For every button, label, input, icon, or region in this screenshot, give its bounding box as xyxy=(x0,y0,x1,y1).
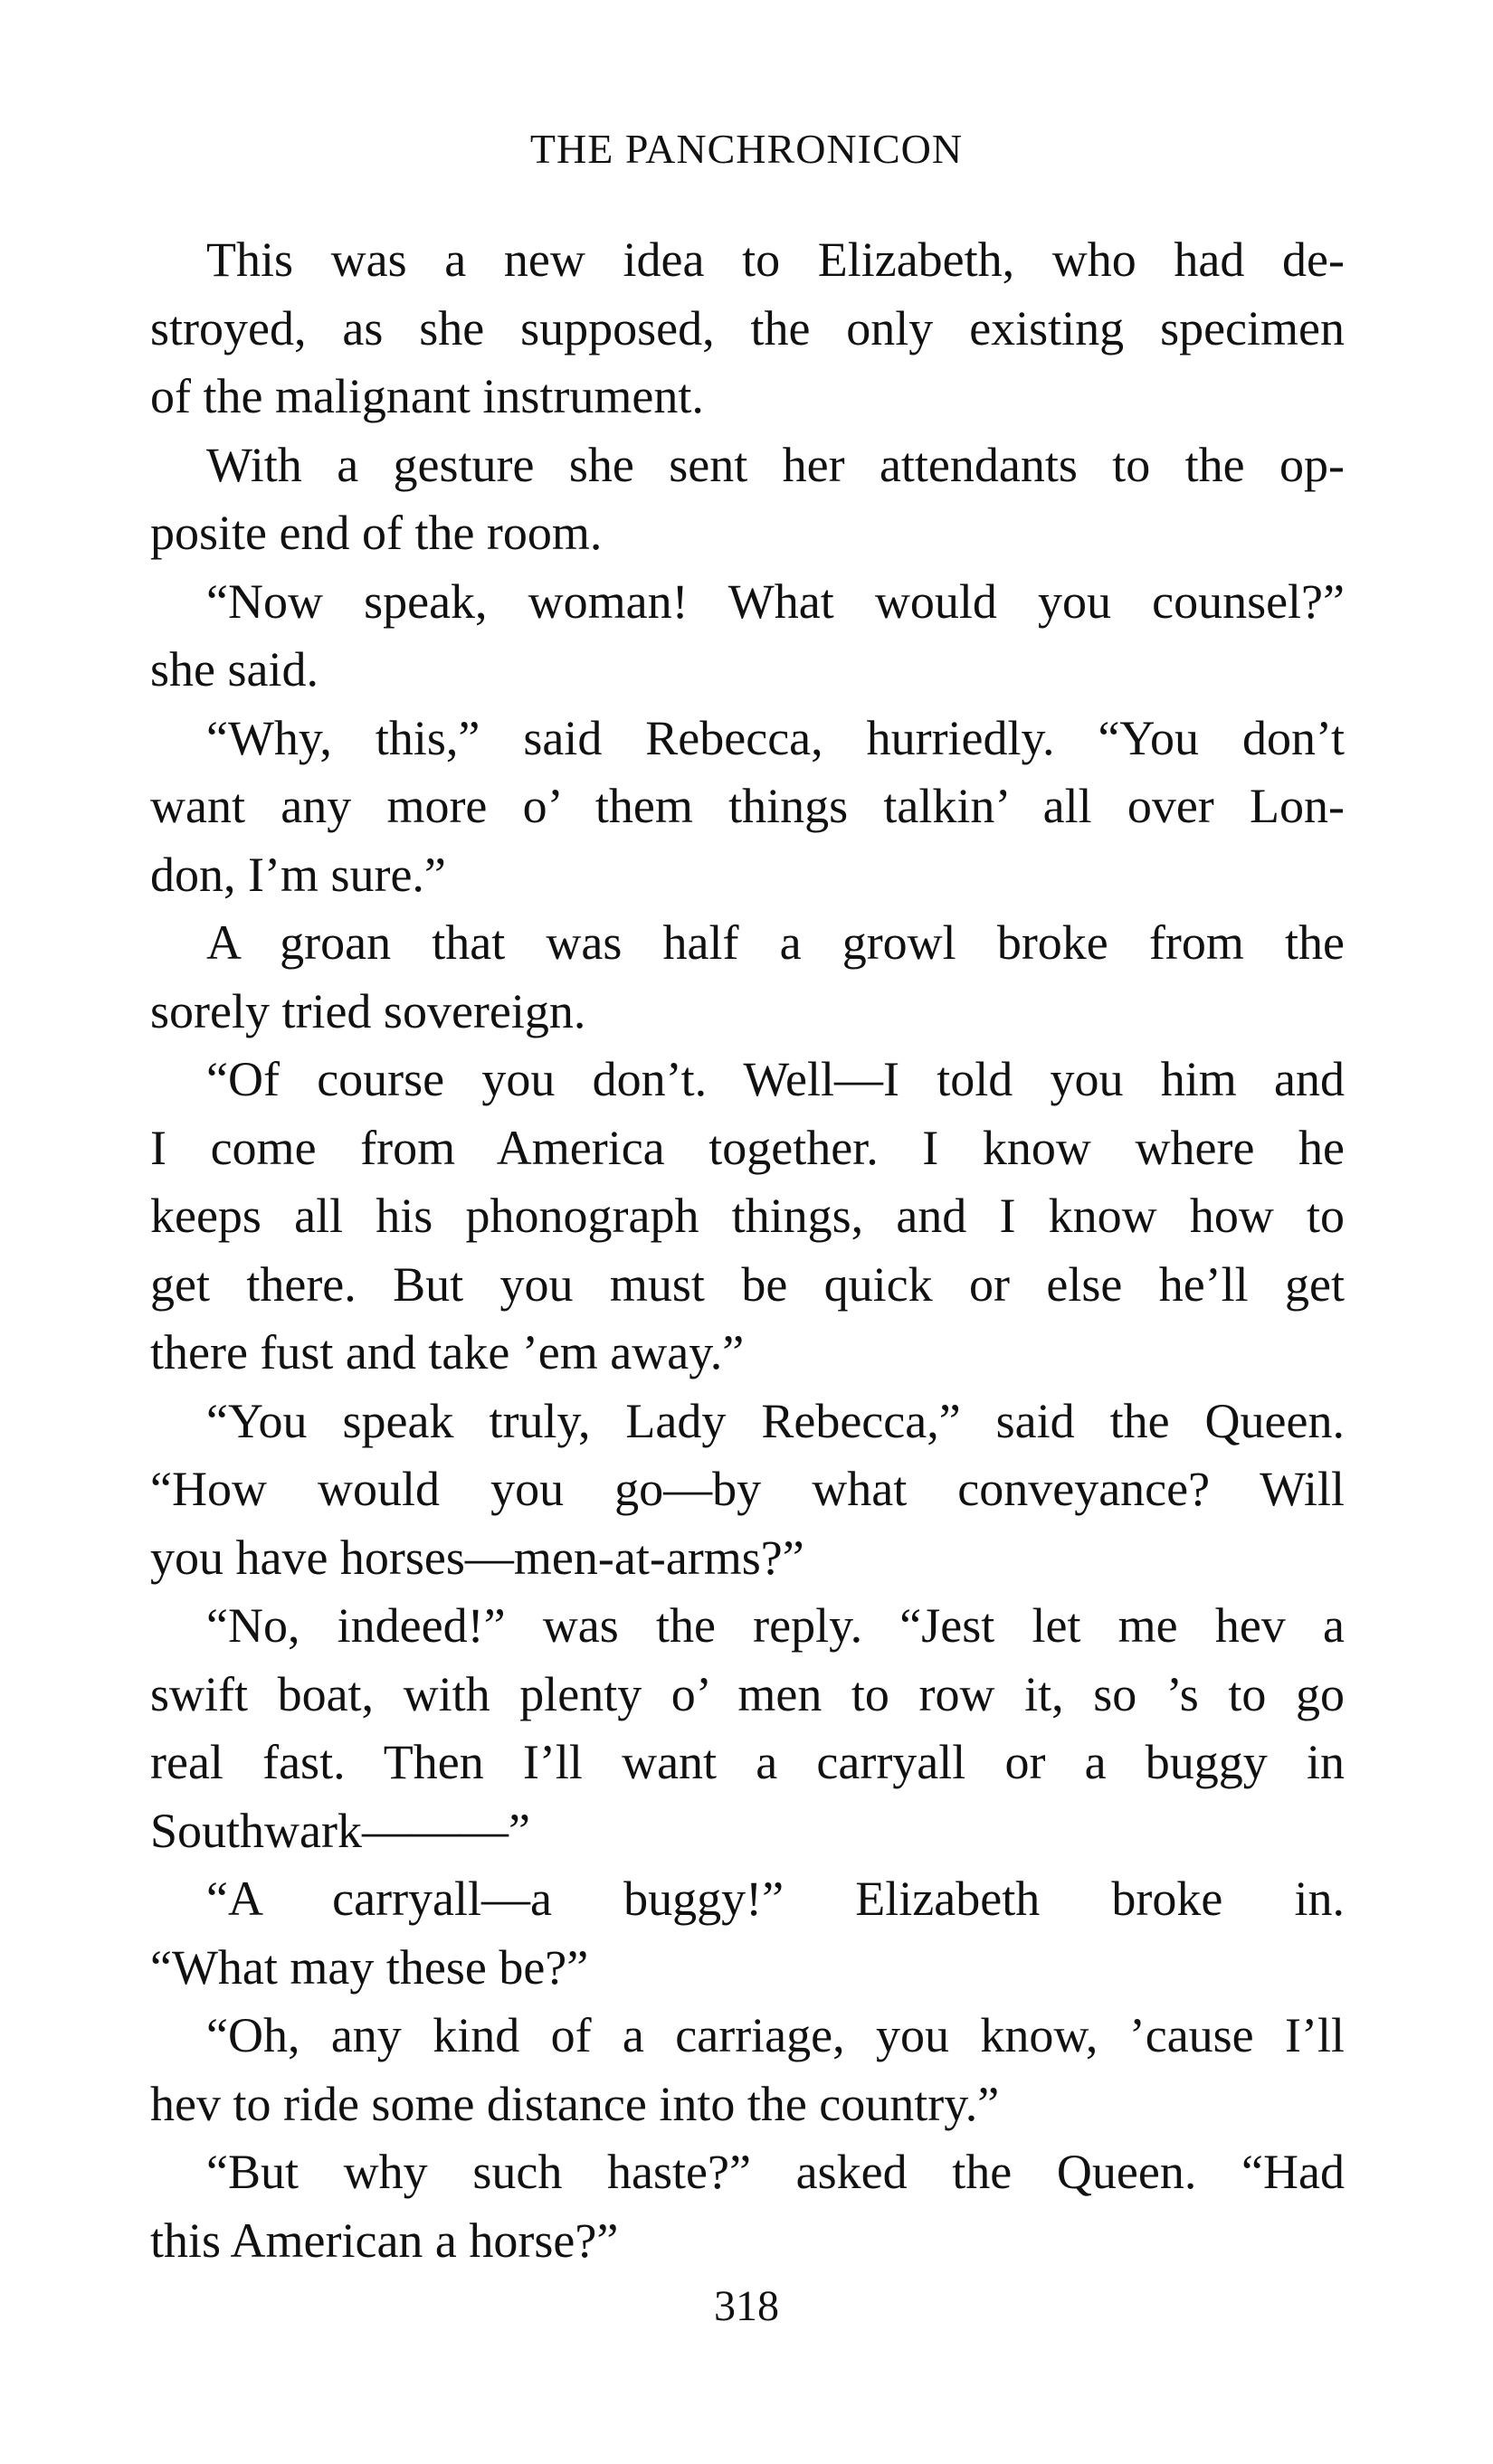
text-line: “No, indeed!” was the reply. “Jest let me hev a xyxy=(206,1598,1345,1653)
text-line: With a gesture she sent her attendants to the op- xyxy=(206,437,1345,492)
text-line: “Why, this,” said Rebecca, hurriedly. “You don’t xyxy=(206,710,1345,765)
text-line: This was a new idea to Elizabeth, who had de- xyxy=(206,232,1345,287)
running-head: THE PANCHRONICON xyxy=(529,126,964,172)
text-line: real fast. Then I’ll want a carryall or a buggy in xyxy=(150,1735,1345,1789)
page-number: 318 xyxy=(714,2282,779,2330)
body-text xyxy=(150,226,1345,2275)
text-line: of the malignant instrument. xyxy=(150,369,704,423)
text-line: “A carryall—a buggy!” Elizabeth broke in. xyxy=(206,1872,1345,1926)
text-line: you have horses—men-at-arms?” xyxy=(150,1530,804,1585)
text-line: “How would you go—by what conveyance? Will xyxy=(150,1462,1345,1516)
text-line: hev to ride some distance into the country.” xyxy=(150,2076,1000,2131)
text-line: she said. xyxy=(150,642,319,697)
text-line: sorely tried sovereign. xyxy=(150,983,586,1038)
text-line: “Of course you don’t. Well—I told you him and xyxy=(206,1052,1345,1106)
text-line: stroyed, as she supposed, the only existing specimen xyxy=(150,300,1345,355)
text-line: A groan that was half a growl broke from the xyxy=(206,915,1345,970)
text-line: get there. But you must be quick or else he’ll get xyxy=(150,1256,1345,1312)
text-line: swift boat, with plenty o’ men to row it, so ’s to go xyxy=(150,1666,1345,1721)
text-line: this American a horse?” xyxy=(150,2213,619,2268)
text-line: don, I’m sure.” xyxy=(150,847,446,902)
text-line: “Now speak, woman! What would you counsel?” xyxy=(206,573,1345,629)
text-line: there fust and take ’em away.” xyxy=(150,1325,745,1379)
text-line: posite end of the room. xyxy=(150,506,603,560)
text-line: Southwark———” xyxy=(150,1803,530,1858)
text-line: want any more o’ them things talkin’ all over Lon- xyxy=(150,779,1345,833)
text-line: I come from America together. I know where he xyxy=(150,1120,1345,1175)
text-line: “But why such haste?” asked the Queen. “Had xyxy=(206,2145,1345,2199)
text-line: “What may these be?” xyxy=(150,1939,589,1995)
text-line: keeps all his phonograph things, and I know how to xyxy=(150,1189,1345,1243)
text-line: “Oh, any kind of a carriage, you know, ’cause I’ll xyxy=(206,2008,1345,2062)
text-line: “You speak truly, Lady Rebecca,” said the Queen. xyxy=(206,1393,1345,1448)
